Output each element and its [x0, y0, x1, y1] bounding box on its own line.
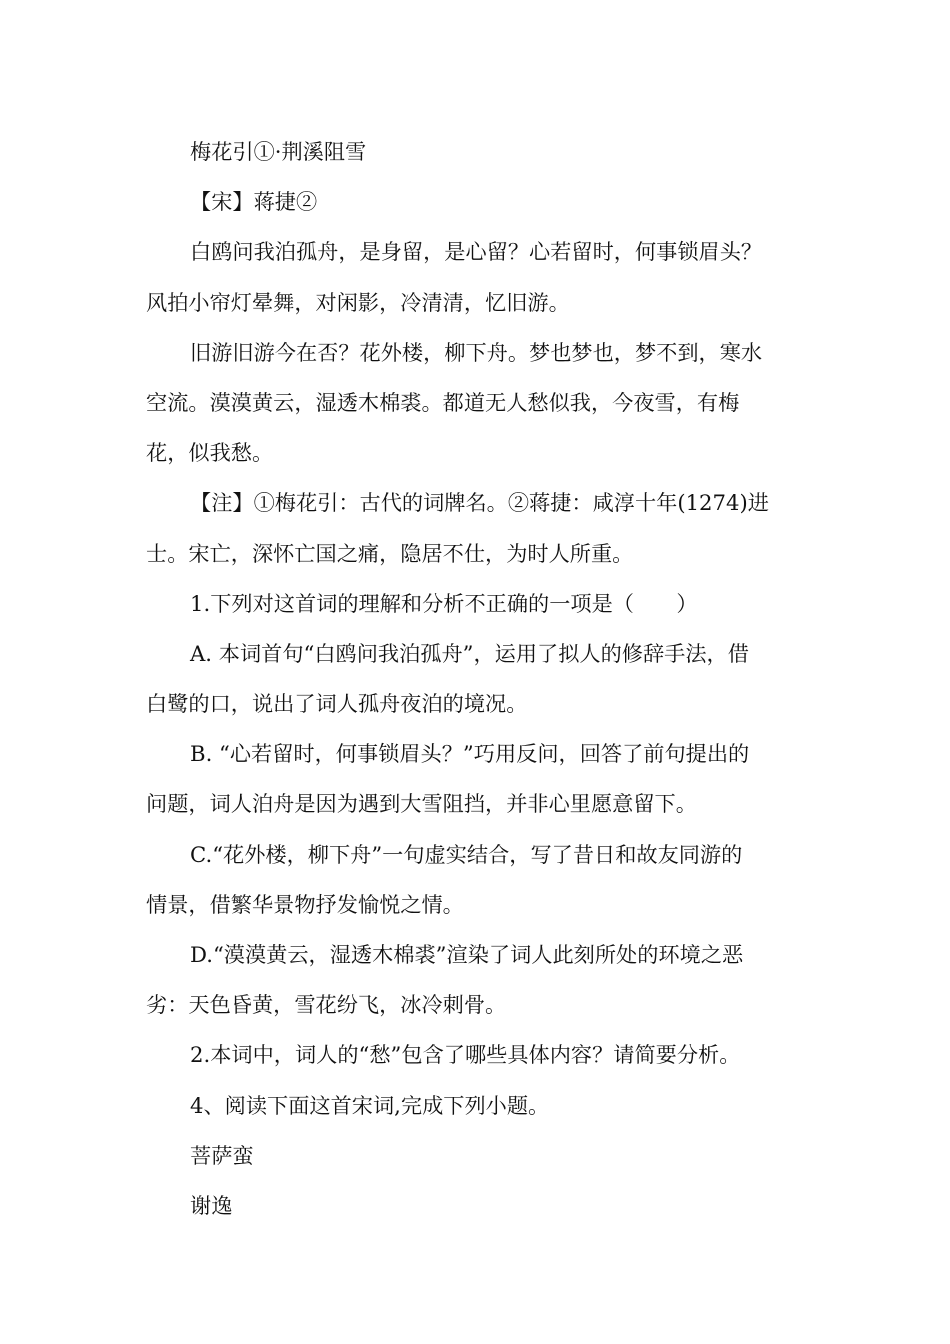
option-d-line1: D.“漠漠黄云，湿透木棉裘”渲染了词人此刻所处的环境之恶 [190, 942, 744, 967]
question-1: 1.下列对这首词的理解和分析不正确的一项是（ ） [190, 590, 698, 616]
question-2: 2.本词中，词人的“愁”包含了哪些具体内容？请简要分析。 [190, 1042, 741, 1068]
poem-stanza1-line2: 风拍小帘灯晕舞，对闲影，冷清清，忆旧游。 [146, 289, 570, 315]
poem-stanza2-line3: 花，似我愁。 [146, 440, 274, 466]
poem-notes-line1: 【注】①梅花引：古代的词牌名。②蒋捷：咸淳十年(1274)进 [190, 490, 769, 516]
option-a-line1: A. 本词首句“白鸥问我泊孤舟”，运用了拟人的修辞手法，借 [190, 640, 749, 666]
option-a-line2: 白鹭的口，说出了词人孤舟夜泊的境况。 [146, 691, 528, 717]
section4-poem-author: 谢逸 [190, 1192, 233, 1218]
document-content [146, 127, 808, 1231]
poem-author: 【宋】蒋捷② [190, 189, 318, 215]
option-c-line1: C.“花外楼，柳下舟”一句虚实结合，写了昔日和故友同游的 [190, 841, 743, 867]
option-c-line2: 情景，借繁华景物抒发愉悦之情。 [146, 891, 464, 917]
poem-stanza2-line1: 旧游旧游今在否？花外楼，柳下舟。梦也梦也，梦不到，寒水 [190, 339, 763, 365]
option-b-line2: 问题，词人泊舟是因为遇到大雪阻挡，并非心里愿意留下。 [146, 791, 697, 817]
poem-stanza2-line2: 空流。漠漠黄云，湿透木棉裘。都道无人愁似我，今夜雪，有梅 [146, 389, 740, 415]
section4-poem-title: 菩萨蛮 [190, 1142, 254, 1168]
poem-notes-line2: 士。宋亡，深怀亡国之痛，隐居不仕，为时人所重。 [146, 540, 634, 566]
section4-heading: 4、阅读下面这首宋词,完成下列小题。 [190, 1092, 550, 1118]
option-d-line2: 劣：天色昏黄，雪花纷飞，冰冷刺骨。 [146, 992, 507, 1018]
option-b-line1: B. “心若留时，何事锁眉头？”巧用反问，回答了前句提出的 [190, 741, 750, 767]
poem-title: 梅花引①·荆溪阻雪 [190, 139, 367, 164]
poem-stanza1-line1: 白鸥问我泊孤舟，是身留，是心留？心若留时，何事锁眉头？ [190, 239, 763, 265]
